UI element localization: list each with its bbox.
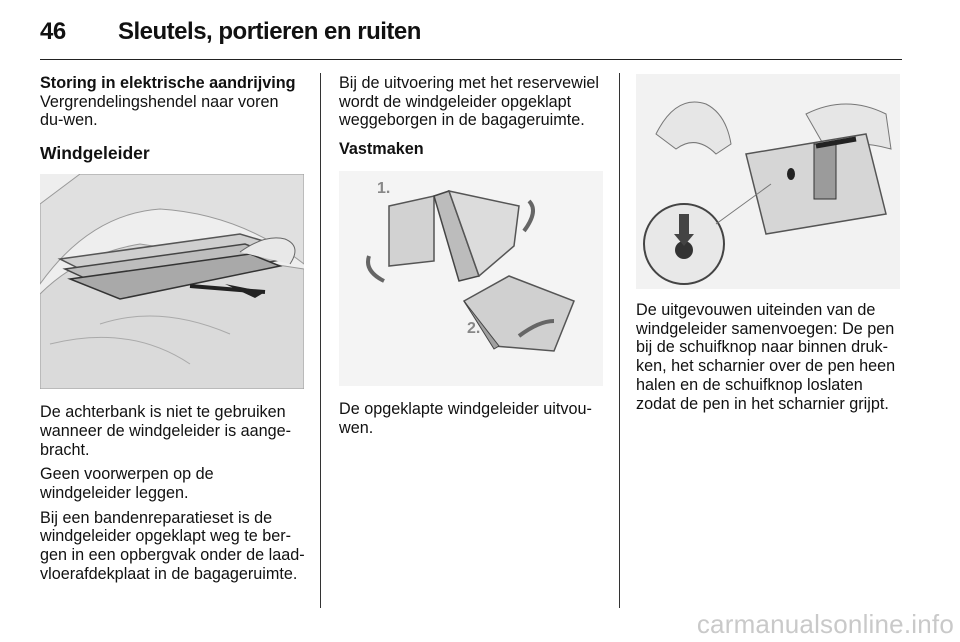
column-divider bbox=[320, 73, 321, 608]
page-header bbox=[40, 14, 902, 59]
chapter-title: Sleutels, portieren en ruiten bbox=[118, 18, 421, 45]
watermark: carmanualsonline.info bbox=[696, 609, 954, 639]
caption-unfold: De opgeklapte windgeleider uitvou-wen. bbox=[339, 399, 592, 437]
column-1 bbox=[40, 74, 308, 589]
column-3 bbox=[636, 74, 902, 419]
paragraph-3: Bij een bandenreparatieset is de windgeleider opgeklapt weg te ber-gen in een opbergvak onder de laad-vloerafdekplaat in de bagageruimte. bbox=[40, 508, 305, 583]
column-divider bbox=[619, 73, 620, 608]
page-number: 46 bbox=[40, 18, 66, 45]
hinge-figure bbox=[636, 74, 900, 289]
column-2 bbox=[339, 74, 607, 443]
step-1-label: 1. bbox=[377, 179, 391, 197]
subheading-fasten: Vastmaken bbox=[339, 140, 424, 159]
section-heading: Windgeleider bbox=[40, 143, 150, 164]
wind-deflector-figure bbox=[40, 174, 304, 389]
subheading-fault: Storing in elektrische aandrijving bbox=[40, 74, 296, 92]
paragraph-spare-wheel: Bij de uitvoering met het reservewiel wordt de windgeleider opgeklapt weggeborgen in de bagageruimte. bbox=[339, 74, 600, 130]
paragraph-1: De achterbank is niet te gebruiken wanneer de windgeleider is aange-bracht. bbox=[40, 403, 292, 459]
step-2-label: 2. bbox=[467, 319, 481, 337]
unfold-figure bbox=[339, 171, 603, 386]
paragraph-2: Geen voorwerpen op de windgeleider leggen. bbox=[40, 465, 214, 502]
header-rule bbox=[40, 59, 902, 60]
intro-text: Vergrendelingshendel naar voren du-wen. bbox=[40, 92, 279, 130]
paragraph-join-instructions: De uitgevouwen uiteinden van de windgeleider samenvoegen: De pen bij de schuifknop naar binnen druk-ken, het scharnier over de pen heen halen en de schuifknop loslaten zodat de pen in het scharnier grijpt. bbox=[636, 301, 896, 413]
